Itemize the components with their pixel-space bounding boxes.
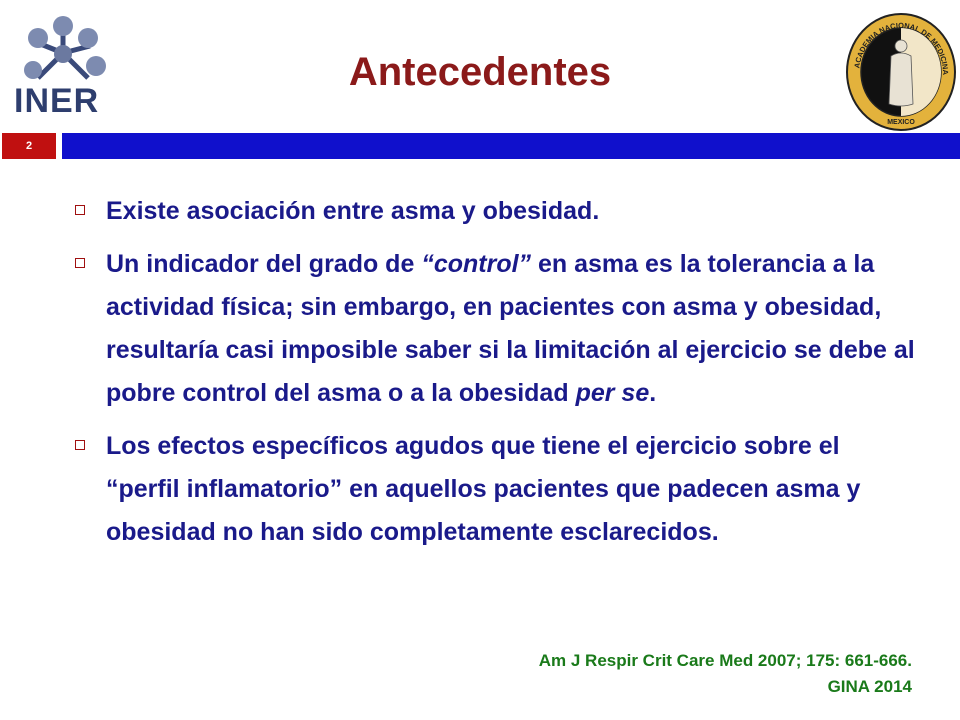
seal-bottom-text: MEXICO bbox=[887, 119, 915, 126]
academy-seal-icon bbox=[845, 12, 957, 132]
citation-line-2: GINA 2014 bbox=[827, 677, 912, 696]
list-item bbox=[72, 243, 932, 415]
page-number-badge: 2 bbox=[2, 133, 56, 159]
list-item bbox=[72, 425, 932, 554]
bullet-text: Existe asociación entre asma y obesidad. bbox=[106, 197, 600, 225]
bullet-text: Los efectos específicos agudos que tiene el ejercicio sobre el “perfil inflamatorio” en aquellos pacientes que padecen asma y obesidad no han sido completamente esclarecidos. bbox=[106, 432, 861, 546]
square-bullet-icon bbox=[75, 205, 85, 215]
citation bbox=[539, 648, 912, 700]
citation-line-1: Am J Respir Crit Care Med 2007; 175: 661-666. bbox=[538, 651, 912, 670]
square-bullet-icon bbox=[75, 440, 85, 450]
square-bullet-icon bbox=[75, 258, 85, 268]
page-title: Antecedentes bbox=[348, 50, 612, 94]
header-bar bbox=[62, 133, 960, 159]
academy-seal bbox=[845, 12, 957, 132]
seal-text: ACADEMIA NACIONAL DE MEDICINA bbox=[852, 20, 951, 76]
list-item bbox=[72, 190, 932, 233]
bullet-text: Un indicador del grado de “control” en asma es la tolerancia a la actividad física; sin embargo, en pacientes con asma y obesidad, resultaría casi imposible saber si la limitación al ejercicio se debe al pobre control del asma o a la obesidad per se. bbox=[106, 250, 915, 407]
bullet-list bbox=[72, 190, 932, 564]
logo-text: INER bbox=[14, 82, 100, 120]
